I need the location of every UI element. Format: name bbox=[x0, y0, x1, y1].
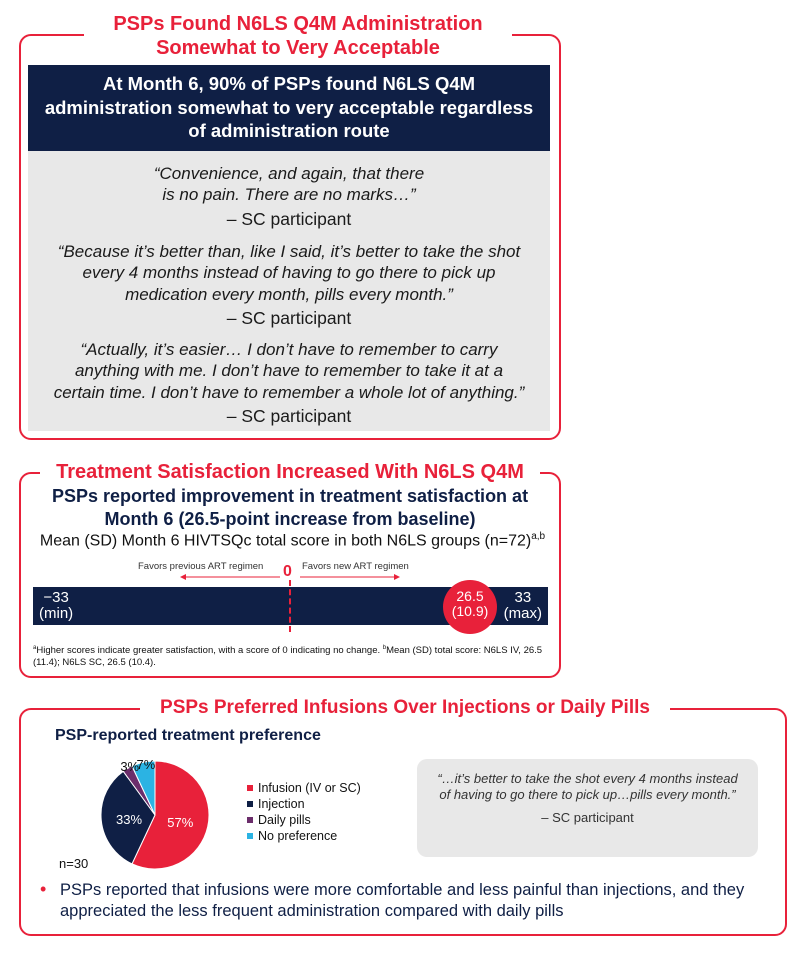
quote-attribution: – SC participant bbox=[226, 307, 352, 328]
acceptability-banner: At Month 6, 90% of PSPs found N6LS Q4M administration somewhat to very acceptable regardless of administration route bbox=[28, 65, 550, 151]
preference-bullet bbox=[40, 880, 780, 923]
legend-item bbox=[247, 796, 361, 812]
favors-previous-text: Favors previous ART regimen bbox=[138, 561, 264, 572]
quote-block bbox=[28, 339, 550, 428]
scale-max-value: 33 bbox=[514, 589, 532, 606]
legend-item bbox=[247, 828, 361, 844]
quote-block bbox=[28, 241, 550, 330]
description-footnote-ref: a,b bbox=[531, 531, 546, 542]
mean-score-value: 26.5 bbox=[456, 588, 484, 604]
pie-slice-label: 7% bbox=[136, 757, 156, 773]
footnote-a-text: Higher scores indicate greater satisfaction, with a score of 0 indicating no change. bbox=[36, 645, 383, 657]
pie-slice-label: 33% bbox=[116, 812, 143, 828]
legend-item bbox=[247, 812, 361, 828]
satisfaction-panel-title: Treatment Satisfaction Increased With N6LS Q4M bbox=[40, 460, 540, 484]
legend-item bbox=[247, 780, 361, 796]
satisfaction-description bbox=[30, 531, 555, 550]
pie-slice-label: 57% bbox=[167, 815, 194, 831]
quote-text: “Because it’s better than, like I said, it’s better to take the shot every 4 months instead of having to go there to pick up medication every month, pills every month.” bbox=[57, 242, 521, 304]
quote-block bbox=[28, 163, 550, 230]
favors-new-text: Favors new ART regimen bbox=[302, 561, 409, 572]
scale-max bbox=[504, 590, 542, 622]
chart-title: PSP-reported treatment preference bbox=[55, 727, 321, 744]
preference-quote-text: “…it’s better to take the shot every 4 months instead of having to go there to pick up…pills every month.” bbox=[437, 771, 738, 803]
satisfaction-footnote bbox=[33, 645, 548, 669]
description-text: Mean (SD) Month 6 HIVTSQc total score in both N6LS groups (n=72) bbox=[39, 532, 532, 550]
footnote-a-marker: a bbox=[33, 645, 37, 651]
right-arrow-icon bbox=[300, 572, 400, 582]
footnote-b-marker: b bbox=[382, 645, 387, 651]
preference-bullet-text: PSPs reported that infusions were more comfortable and less painful than injections, and they appreciated the less frequent administration compared with daily pills bbox=[60, 881, 745, 921]
quote-text: “Actually, it’s easier… I don’t have to remember to carry anything with me. I don’t have to remember to take it at a certain time. I don’t have to remember a whole lot of anything.” bbox=[53, 340, 525, 402]
favors-previous-label bbox=[138, 561, 263, 572]
acceptability-panel-title bbox=[84, 12, 512, 60]
scale-max-label: (max) bbox=[503, 604, 542, 622]
legend-label: Infusion (IV or SC) bbox=[258, 781, 361, 795]
mean-score-marker bbox=[443, 580, 497, 634]
bullet-dot-icon: • bbox=[40, 879, 47, 899]
acceptability-title-line1: PSPs Found N6LS Q4M Administration bbox=[113, 13, 483, 35]
sample-size-label: n=30 bbox=[59, 856, 89, 871]
zero-label: 0 bbox=[283, 563, 292, 580]
legend-swatch bbox=[247, 833, 253, 839]
pie-slice-label: 3% bbox=[120, 759, 140, 775]
footnote-b-text: Mean (SD) total score: N6LS IV, 26.5 (11.4); N6LS SC, 26.5 (10.4). bbox=[33, 645, 543, 669]
scale-min bbox=[39, 590, 73, 622]
scale-min-label: (min) bbox=[39, 604, 74, 622]
preference-panel-title: PSPs Preferred Infusions Over Injections or Daily Pills bbox=[140, 697, 670, 720]
legend-label: Injection bbox=[258, 797, 305, 811]
legend-swatch bbox=[247, 801, 253, 807]
pie-legend bbox=[247, 780, 361, 844]
legend-swatch bbox=[247, 817, 253, 823]
preference-quote-attribution: – SC participant bbox=[541, 809, 634, 825]
zero-marker-line bbox=[289, 580, 291, 632]
quote-attribution: – SC participant bbox=[226, 208, 352, 229]
participant-quotes bbox=[28, 151, 550, 431]
preference-quote-box bbox=[417, 759, 758, 857]
quote-attribution: – SC participant bbox=[226, 405, 352, 426]
satisfaction-subtitle: PSPs reported improvement in treatment satisfaction at Month 6 (26.5-point increase from baseline) bbox=[51, 486, 529, 529]
left-arrow-icon bbox=[180, 572, 280, 582]
favors-new-label bbox=[302, 561, 409, 572]
acceptability-title-line2: Somewhat to Very Acceptable bbox=[156, 37, 440, 59]
quote-text: “Convenience, and again, that there is no pain. There are no marks…” bbox=[153, 164, 425, 205]
legend-label: No preference bbox=[258, 829, 338, 843]
legend-label: Daily pills bbox=[258, 813, 311, 827]
legend-swatch bbox=[247, 785, 253, 791]
scale-min-value: −33 bbox=[43, 589, 69, 606]
mean-score-sd: (10.9) bbox=[451, 602, 489, 619]
